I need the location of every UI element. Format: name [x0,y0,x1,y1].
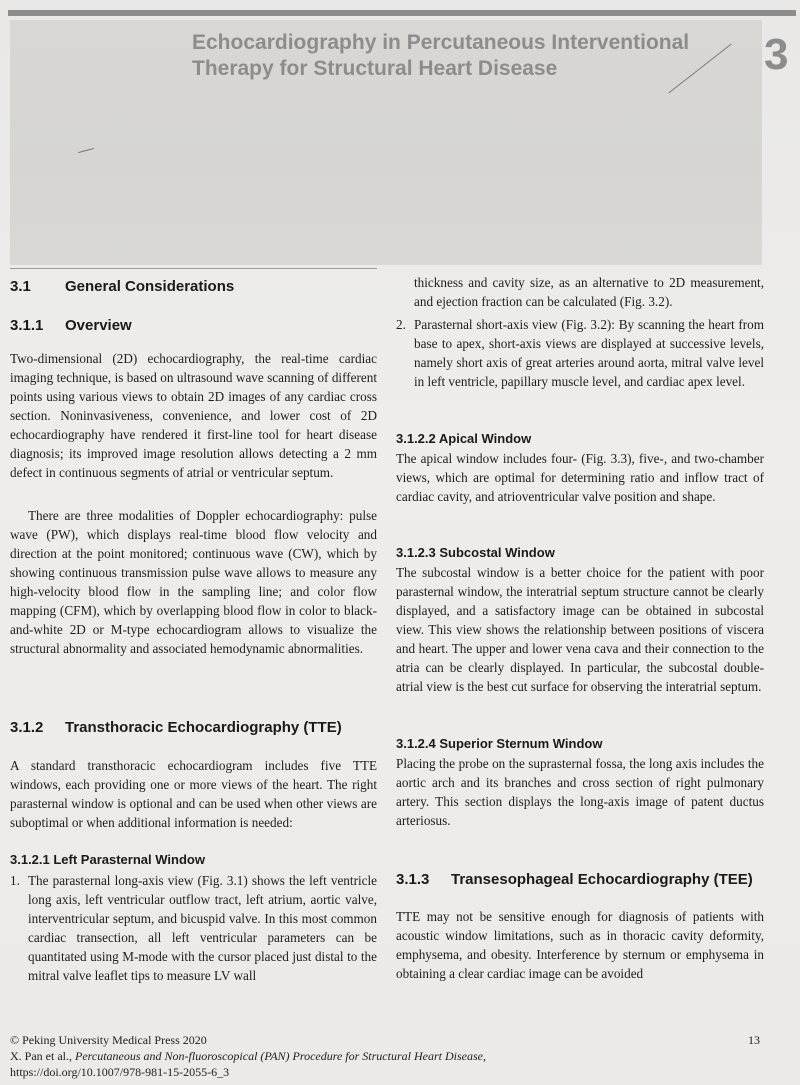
subsection-heading-3-1-2-2: 3.1.2.2 Apical Window [396,431,532,446]
subsection-heading-3-1-2-4: 3.1.2.4 Superior Sternum Window [396,736,603,751]
top-rule [8,10,796,16]
section-rule [10,268,377,269]
paragraph-sternum: Placing the probe on the suprasternal fossa, the long axis includes the aortic arch and its branches and cross section of right pulmonary artery. This section displays the long-axis image of patent ductus arteriosus. [396,756,764,828]
paragraph-subcostal: The subcostal window is a better choice for the patient with poor parasternal window, the interatrial septum structure cannot be clearly displayed, and a satisfactory image can be obtained in subcostal view. This view shows the relationship between positions of viscera and heart. The upper and lower vena cava and their connection to the atria can be clearly displayed. In particular, the subcostal double-atrial view is the best cut surface for observing the interatrial septum. [396,565,764,694]
section-heading-3-1-2: 3.1.2 Transthoracic Echocardiography (TTE) [10,719,342,736]
page-footer [10,1032,770,1080]
citation-line: X. Pan et al., Percutaneous and Non-fluoroscopical (PAN) Procedure for Structural Heart Disease, [10,1049,486,1063]
paragraph-overview-1: Two-dimensional (2D) echocardiography, the real-time cardiac imaging technique, is based on ultrasound wave scanning of different points using various views to obtain 2D images of any cardiac cross section. Noninvasiveness, convenience, and lower cost of 2D echocardiography have rendered it first-line tool for heart disease diagnosis; its improved image resolution allows detecting a 2 mm defect in continuous segments of atrial or ventricular septum. [10,351,377,480]
chapter-title: Echocardiography in Percutaneous Interventional Therapy for Structural Heart Disease [192,31,690,80]
list-item-1: 1. The parasternal long-axis view (Fig. 3.1) shows the left ventricle long axis, left ventricular outflow tract, left atrium, aortic valve, interventricular septum, and bicuspid valve. In this most common cardiac transection, all left ventricular parameters can be quantitated using M-mode with the cursor placed just distal to the mitral valve leaflet tips to measure LV wall [10,873,377,983]
section-heading-3-1-3: 3.1.3 Transesophageal Echocardiography (TEE) [396,871,753,888]
subsection-heading-3-1-2-3: 3.1.2.3 Subcostal Window [396,545,555,560]
section-heading-3-1: 3.1 General Considerations [10,278,235,295]
paragraph-overview-2: There are three modalities of Doppler echocardiography: pulse wave (PW), which displays real-time blood flow velocity and direction at the point monitored; continuous wave (CW), which by showing continuous transmission pulse wave allows to measure any high-velocity blood flow in the sampling line; and color flow mapping (CFM), which by overlapping blood flow in color to black-and-white 2D or M-type echocardiogram allows to visualize the structural abnormality and associated hemodynamic abnormalities. [10,508,377,656]
doi-link[interactable]: https://doi.org/10.1007/978-981-15-2055-6_3 [10,1065,230,1079]
copyright-line: © Peking University Medical Press 2020 [10,1033,207,1047]
list-item-1-continued: thickness and cavity size, as an alternative to 2D measurement, and ejection fraction can be calculated (Fig. 3.2). [414,275,764,309]
chapter-number: 3 [764,30,789,79]
subsection-heading-3-1-2-1: 3.1.2.1 Left Parasternal Window [10,852,205,867]
section-heading-3-1-1: 3.1.1 Overview [10,317,132,334]
paragraph-tee: TTE may not be sensitive enough for diagnosis of patients with acoustic window limitations, such as in thoracic cavity deformity, emphysema, and obesity. Interference by sternum or emphysema in obtaining a clear cardiac image can be avoided [396,909,764,981]
paragraph-apical: The apical window includes four- (Fig. 3.3), five-, and two-chamber views, which are optimal for determining ratio and inflow tract of cardiac cavity, and atrioventricular valve position and shape. [396,451,764,504]
page-number: 13 [748,1033,760,1047]
list-item-2: 2. Parasternal short-axis view (Fig. 3.2): By scanning the heart from base to apex, short-axis views are displayed at successive levels, namely short axis of great arteries around aorta, mitral valve level in left ventricle, papillary muscle level, and cardiac apex level. [396,317,764,389]
paragraph-tte: A standard transthoracic echocardiogram includes five TTE windows, each providing one or more views of the heart. The right parasternal window is optional and can be used when other views are suboptimal or when additional information is needed: [10,758,377,830]
